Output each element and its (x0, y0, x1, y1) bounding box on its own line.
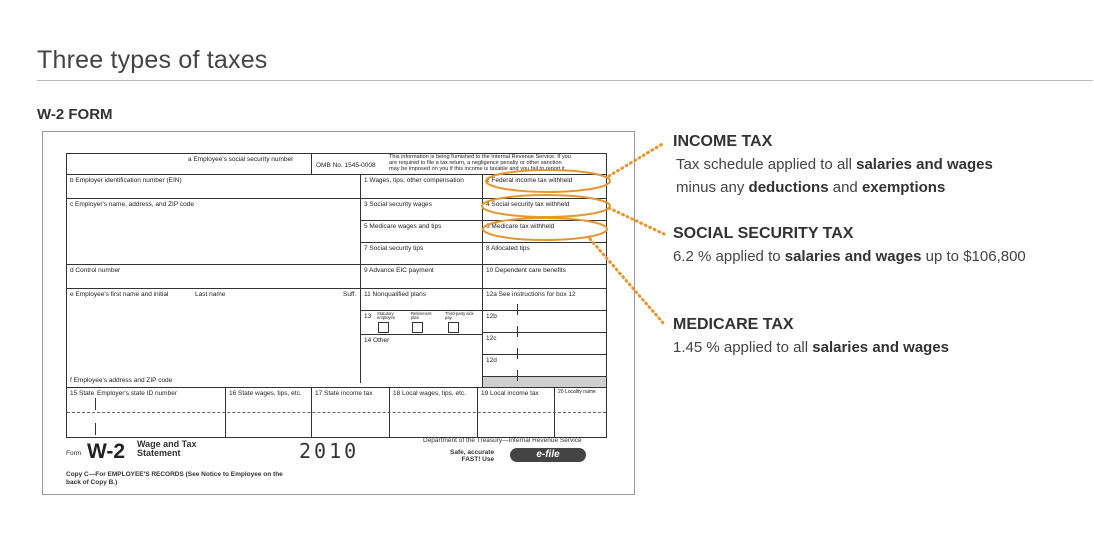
box-12c: 12c (482, 332, 606, 354)
social-leader (609, 208, 664, 234)
box-d: d Control number (67, 264, 360, 288)
box-20: 20 Locality name (554, 387, 606, 437)
treasury-dept: Department of the Treasury—Internal Revenue Service (423, 437, 582, 444)
box-8: 8 Allocated tips (482, 242, 606, 264)
box-5: 5 Medicare wages and tips (360, 220, 482, 242)
copy-c-note: Copy C—For EMPLOYEE'S RECORDS (See Notice to Employee on the back of Copy B.) (66, 471, 283, 487)
social-security-ellipse (482, 195, 610, 217)
income-leader (609, 143, 664, 176)
box-2: 2 Federal income tax withheld (482, 174, 606, 198)
box-b: b Employer identification number (EIN) (67, 174, 360, 198)
income-tax-ellipse (486, 170, 610, 192)
box-3: 3 Social security wages (360, 198, 482, 220)
box-10: 10 Dependent care benefits (482, 264, 606, 288)
box-12b: 12b (482, 310, 606, 332)
medicare-text: 1.45 % applied to all salaries and wages (673, 339, 950, 356)
box-7: 7 Social security tips (360, 242, 482, 264)
box-14: 14 Other (360, 334, 482, 383)
box-19: 19 Local income tax (477, 387, 554, 437)
social-security-title: SOCIAL SECURITY TAX (673, 225, 854, 242)
safe-accurate: Safe, accurate FAST! Use (450, 449, 495, 464)
income-tax-title: INCOME TAX (673, 133, 773, 150)
income-tax-line2: minus any deductions and exemptions (676, 179, 946, 196)
box-13: 13 Statutory employee Retirement plan Third-party sick pay (360, 310, 482, 334)
page-title: Three types of taxes (37, 46, 268, 74)
income-tax-line1: Tax schedule applied to all salaries and wages (676, 156, 993, 173)
box-15: 15 State Employer's state ID number (67, 387, 225, 437)
box-a: a Employee's social security number (188, 156, 294, 163)
box-16: 16 State wages, tips, etc. (225, 387, 311, 437)
box-11: 11 Nonqualified plans (360, 288, 482, 310)
medicare-title: MEDICARE TAX (673, 316, 794, 333)
social-security-text: 6.2 % applied to salaries and wages up to $106,800 (673, 248, 1026, 265)
box-18: 18 Local wages, tips, etc. (389, 387, 477, 437)
box-12d: 12d (482, 354, 606, 376)
section-label: W-2 FORM (37, 106, 113, 123)
box-f: f Employee's address and ZIP code (70, 377, 173, 384)
box-4: 4 Social security tax withheld (482, 198, 606, 220)
box-c: c Employer's name, address, and ZIP code (67, 198, 360, 264)
w2-title: W-2 (87, 440, 126, 463)
box-1: 1 Wages, tips, other compensation (360, 174, 482, 198)
wage-tax-statement: Wage and Tax Statement (137, 439, 197, 459)
irs-notice: This information is being furnished to the Internal Revenue Service. If you are required to file a tax return, a negligence penalty or other sanction may be imposed on you if this income is taxable and you fail to report it. (389, 154, 571, 172)
efile-logo: e-file (510, 448, 586, 462)
medicare-leader (590, 239, 664, 324)
box-17: 17 State income tax (311, 387, 389, 437)
form-word: Form (66, 450, 82, 457)
box-6: 6 Medicare tax withheld (482, 220, 606, 242)
form-year: 2010 (299, 439, 360, 463)
box-9: 9 Advance EIC payment (360, 264, 482, 288)
box-e: e Employee's first name and initial Last name Suff. (67, 288, 360, 383)
box-12a: 12a See instructions for box 12 (482, 288, 606, 310)
medicare-ellipse (483, 218, 607, 240)
omb-number: OMB No. 1545-0008 (316, 162, 376, 169)
